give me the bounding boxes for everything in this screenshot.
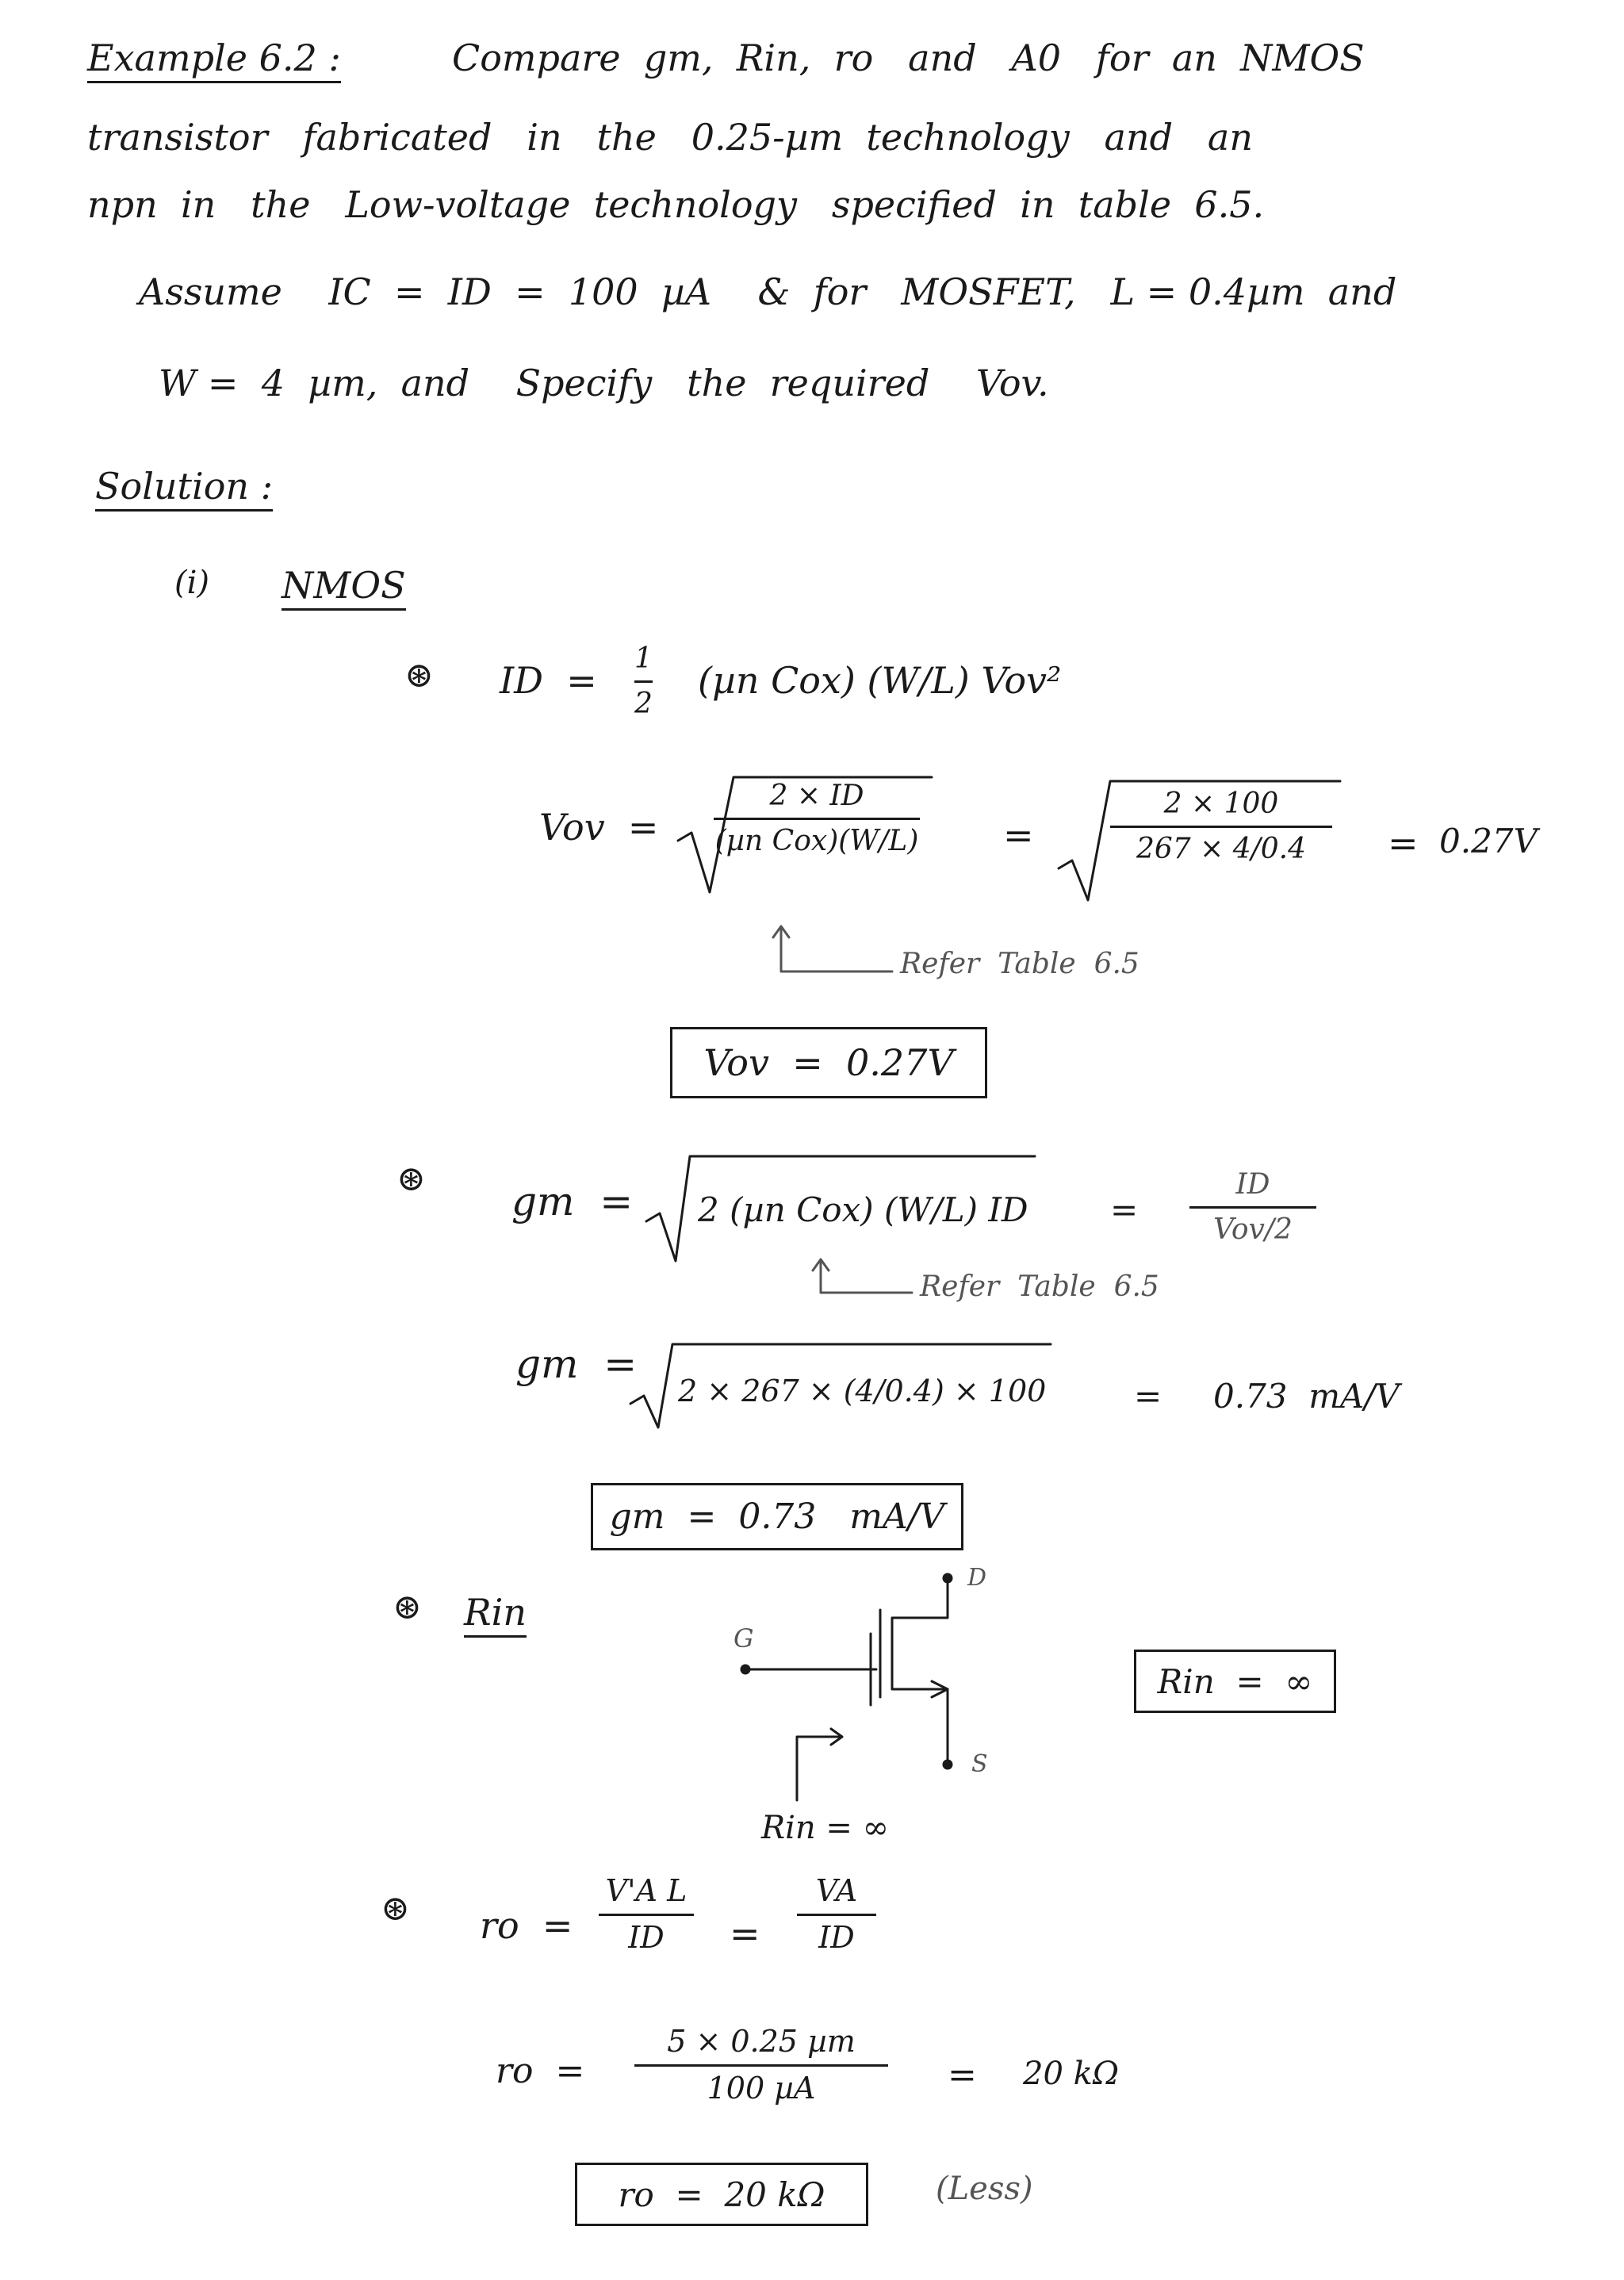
example-label: Example 6.2 : [87,40,341,83]
ro-lhs: ro = [480,1904,573,1947]
ro-note: (Less) [936,2171,1033,2207]
terminal-d-label: D [967,1564,987,1592]
half-den: 2 [634,687,653,720]
ro-den-2: ID [818,1919,855,1955]
vov-eq-2: = [1388,822,1419,864]
rin-label: Rin [464,1594,527,1638]
problem-line-2: transistor fabricated in the 0.25-µm technology and an [87,116,1253,159]
problem-line-1: Compare gm, Rin, ro and A0 for an NMOS [452,36,1365,79]
gm-boxed: gm = 0.73 mA/V [609,1496,945,1537]
ro-num-1: V'A L [605,1873,688,1908]
id-eq-lhs: ID = [500,659,597,702]
vov-result: 0.27V [1439,822,1538,860]
rin-boxed: Rin = ∞ [1157,1661,1313,1701]
id-eq-rest: (µn Cox) (W/L) Vov² [698,659,1062,702]
vov-den-1: (µn Cox)(W/L) [714,824,919,857]
ro-num-2: VA [815,1873,858,1908]
gm-alt-den: Vov/2 [1213,1213,1293,1246]
bullet-star-icon: ⊛ [381,1888,410,1929]
gm-lhs: gm = [511,1178,634,1224]
gm-alt-num: ID [1235,1168,1270,1201]
radical-sign [678,777,932,892]
bullet-star-icon: ⊛ [393,1587,422,1627]
gm-table-note: Refer Table 6.5 [920,1270,1159,1303]
vov-num-2: 2 × 100 [1163,787,1279,820]
ro-boxed: ro = 20 kΩ [618,2175,825,2214]
gm-eq: = [1110,1190,1139,1229]
vov-boxed: Vov = 0.27V [703,1041,954,1084]
bullet-star-icon: ⊛ [396,1159,426,1199]
part-label: (i) [174,565,210,601]
half-num: 1 [634,642,653,675]
ro-num-3: 5 × 0.25 µm [667,2024,856,2059]
radical-sign [630,1344,1051,1427]
ro-den-1: ID [628,1919,665,1955]
problem-line-3: npn in the Low-voltage technology specified in table 6.5. [87,183,1265,226]
problem-line-4: Assume IC = ID = 100 µA & for MOSFET, L = 0.4µm and [139,270,1397,313]
rin-arrow-label: Rin = ∞ [761,1810,889,1846]
ro-lhs-2: ro = [496,2051,585,2091]
terminal-g-label: G [733,1623,754,1653]
ro-eq-2: = [948,2055,977,2095]
nmos-transistor-icon [741,1574,952,1768]
problem-line-5: W = 4 µm, and Specify the required Vov. [159,362,1049,404]
vov-table-note: Refer Table 6.5 [900,948,1139,980]
terminal-s-label: S [971,1750,988,1778]
ro-result: 20 kΩ [1023,2056,1120,2092]
rin-input-arrow [797,1729,842,1800]
ro-eq: = [730,1912,760,1955]
gm-lhs-2: gm = [515,1341,638,1387]
vov-eq: = [1003,814,1034,856]
refer-arrow [813,1259,912,1293]
gm-result: 0.73 mA/V [1213,1377,1400,1416]
gm-radicand-2: 2 × 267 × (4/0.4) × 100 [678,1374,1047,1408]
refer-arrow [773,926,892,971]
vov-den-2: 267 × 4/0.4 [1136,832,1307,865]
gm-radicand: 2 (µn Cox) (W/L) ID [698,1190,1028,1229]
gm-eq-2: = [1134,1377,1162,1416]
radical-sign [646,1156,1035,1261]
bullet-star-icon: ⊛ [404,655,434,695]
ro-den-3: 100 µA [707,2070,816,2106]
vov-lhs: Vov = [539,806,659,849]
part-title: NMOS [282,567,406,611]
vov-num-1: 2 × ID [769,780,864,812]
radical-sign [1059,781,1340,900]
solution-heading: Solution : [95,468,273,512]
